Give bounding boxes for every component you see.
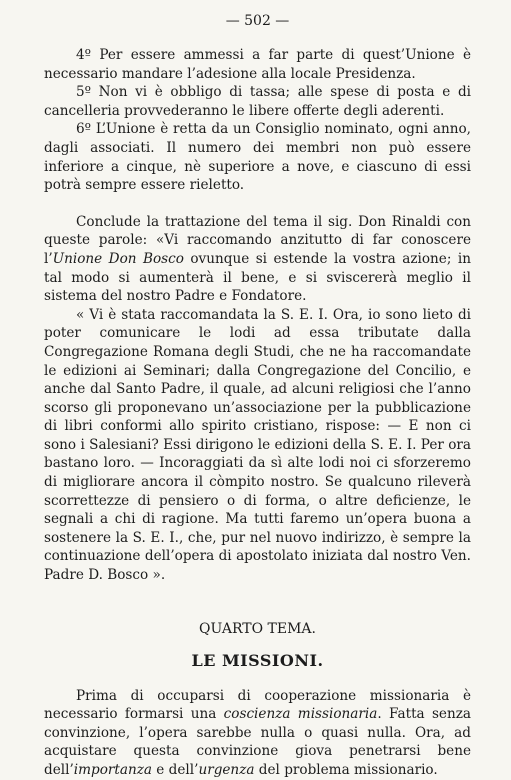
paragraph-article-4: 4º Per essere ammessi a far parte di quest’Unione è necessario mandare l’adesione alla locale Presidenza. [44, 47, 471, 82]
paragraph-conclusion [44, 213, 471, 306]
italic-run: coscienza missionaria [223, 706, 378, 723]
paragraph-quote: « Vi è stata raccomandata la S. E. I. Ora, io sono lieto di poter comunicare le lodi ad essa tributate dalla Congregazione Romana degli Studi, che ne ha raccomandate le edizioni ai Seminari; dalla Congregazione del Concilio, e anche dal Santo Padre, il quale, ad alcuni religiosi che l’anno scorso gli proponevano un’associazione per la pubblicazione di libri conformi allo spirito cristiano, rispose: — E non ci sono i Salesiani? Essi dirigono le edizioni della S. E. I. Per ora bastano loro. — Incoraggiati da sì alte lodi noi ci sforzeremo di migliorare ancora il còmpito nostro. Se qualcuno rileverà scorrettezze di pensiero o di forma, o altre deficienze, le segnali a chi di ragione. Ma tutti faremo un’opera buona a sostenere la S. E. I., che, pur nel nuovo indirizzo, è sempre la continuazione dell’opera di apostolato iniziata dal nostro Ven. Padre D. Bosco ». [44, 306, 471, 584]
italic-run: importanza [73, 762, 152, 778]
page-number: — 502 — [225, 13, 290, 29]
paragraph-gap [44, 195, 471, 213]
text-run: Prima di occuparsi di cooperazione missionaria è necessario formarsi una [44, 687, 471, 723]
text-run: . Fatta senza convinzione, l’opera sarebbe nulla o quasi nulla. Ora, ad acquistare questa convinzione giova penetrarsi bene dell’ [44, 706, 472, 778]
paragraph-missions [44, 687, 471, 780]
text-run: Conclude la trattazione del tema il sig. Don Rinaldi con queste parole: «Vi raccomando anzitutto di far conoscere l’ [44, 213, 471, 267]
section-label: QUARTO TEMA. [199, 620, 316, 637]
text-run: del problema missionario. [254, 762, 438, 778]
document-page [44, 10, 471, 780]
paragraph-article-5: 5º Non vi è obbligo di tassa; alle spese di posta e di cancelleria provvederanno le libere offerte degli aderenti. [44, 84, 471, 119]
italic-run: urgenza [198, 762, 255, 778]
text-run: ovunque si estende la vostra azione; in tal modo si aumenterà il bene, e si sviscererà meglio il sistema del nostro Padre e Fondatore. [44, 250, 471, 305]
text-run: e dell’ [151, 762, 199, 778]
section-title: LE MISSIONI. [191, 650, 324, 670]
italic-run: Unione Don Bosco [52, 250, 184, 267]
paragraph-article-6: 6º L’Unione è retta da un Consiglio nominato, ogni anno, dagli associati. Il numero dei membri non può essere inferiore a cinque, nè superiore a nove, e ciascuno di essi potrà sempre essere rieletto. [44, 121, 471, 194]
